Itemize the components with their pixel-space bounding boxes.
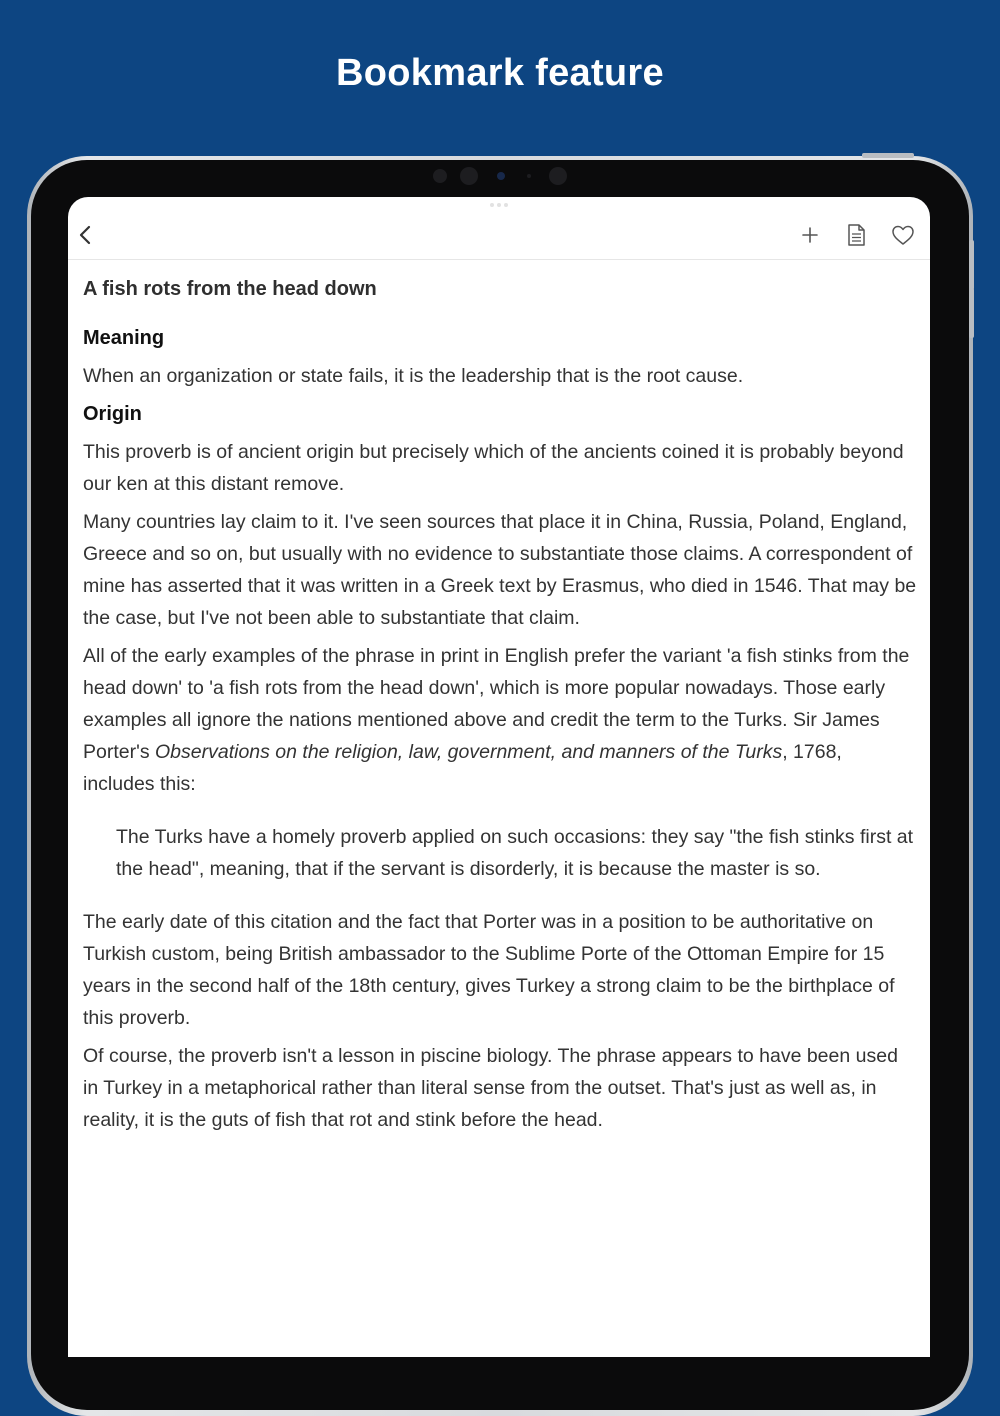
- meaning-heading: Meaning: [83, 327, 165, 349]
- sensor-dot: [460, 167, 478, 185]
- sensor-dot: [527, 174, 531, 178]
- origin-paragraph: This proverb is of ancient origin but precisely which of the ancients coined it is probably beyond our ken at this distant remove.: [83, 441, 904, 495]
- volume-up-button: [969, 240, 974, 290]
- app-screen: [68, 197, 930, 1357]
- plus-icon: [796, 221, 824, 249]
- notes-button[interactable]: [842, 221, 870, 249]
- chevron-left-icon: [72, 221, 100, 249]
- navigation-bar: [68, 197, 930, 260]
- origin-paragraph: [83, 640, 918, 800]
- volume-down-button: [969, 288, 974, 338]
- article-headword: A fish rots from the head down: [83, 278, 377, 300]
- top-button: [862, 153, 914, 158]
- sensor-dot: [549, 167, 567, 185]
- camera-lens: [497, 172, 505, 180]
- paragraph-text: All of the early examples of the phrase in print in English prefer the variant 'a fish stinks from the head down' to 'a fish rots from the head down', which is more popular nowadays. Those early examples all ignore the nations mentioned above and credit the term to the Turks. Sir James Porter's: [83, 645, 910, 763]
- book-title: Observations on the religion, law, government, and manners of the Turks: [155, 741, 783, 763]
- block-quote: The Turks have a homely proverb applied on such occasions: they say "the fish stinks first at the head", meaning, that if the servant is disorderly, it is because the master is so.: [116, 826, 914, 880]
- sensor-dot: [433, 169, 447, 183]
- article-content: [83, 275, 918, 1142]
- add-button[interactable]: [796, 221, 824, 249]
- heart-outline-icon: [889, 221, 917, 249]
- paragraph-text: , 1768, includes this:: [83, 741, 842, 795]
- promo-title: Bookmark feature: [336, 52, 664, 94]
- origin-heading: Origin: [83, 403, 142, 425]
- origin-paragraph: Many countries lay claim to it. I've seen sources that place it in China, Russia, Poland, England, Greece and so on, but usually with no evidence to substantiate those claims. A correspondent of mine has asserted that it was written in a Greek text by Erasmus, who died in 1546. That may be the case, but I've not been able to substantiate that claim.: [83, 511, 917, 629]
- favorite-button[interactable]: [889, 221, 917, 249]
- origin-paragraph: Of course, the proverb isn't a lesson in piscine biology. The phrase appears to have been used in Turkey in a metaphorical rather than literal sense from the outset. That's just as well as, in reality, it is the guts of fish that rot and stink before the head.: [83, 1045, 898, 1131]
- meaning-text: When an organization or state fails, it is the leadership that is the root cause.: [83, 365, 744, 387]
- document-lines-icon: [842, 221, 870, 249]
- back-button[interactable]: [72, 221, 100, 249]
- origin-paragraph: The early date of this citation and the fact that Porter was in a position to be authoritative on Turkish custom, being British ambassador to the Sublime Porte of the Ottoman Empire for 15 years in the second half of the 18th century, gives Turkey a strong claim to be the birthplace of this proverb.: [83, 911, 895, 1029]
